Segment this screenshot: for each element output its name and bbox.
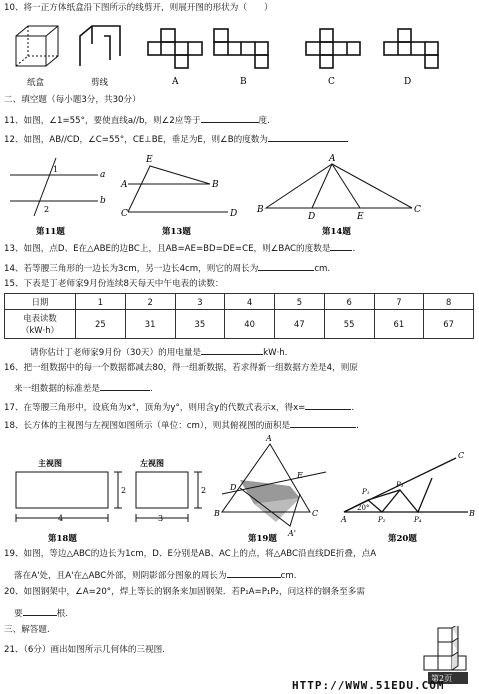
table-cell: 67 [424, 310, 474, 339]
f20-C: C [458, 451, 465, 460]
cap-18: 第18题 [48, 534, 77, 544]
q14: 14、若等腰三角形的一边长为3cm，另一边长4cm，则它的周长为 cm. [4, 261, 330, 275]
label-cut: 剪线 [91, 78, 109, 88]
q15-blank [201, 345, 263, 355]
q16a: 16、把一组数据中的每一个数据都减去80，得一组新数据，若求得新一组数据方差是4，则原 [4, 363, 358, 373]
cut-figure [80, 26, 120, 66]
dim-2b: 2 [201, 486, 207, 495]
q17: 17、在等腰三角形中，设底角为x°，顶角为y°，则用含y的代数式表示x，得x= . [4, 400, 354, 414]
table-cell: 25 [76, 310, 126, 339]
figs-11-13-14 [0, 150, 479, 240]
table-header-date: 日期 [5, 294, 76, 310]
table-cell: 40 [225, 310, 275, 339]
f20-P3: P₃ [396, 481, 404, 489]
table-cell: 31 [125, 310, 175, 339]
f20-B: B [469, 509, 475, 518]
table-cell: 4 [225, 294, 275, 310]
table-cell: 8 [424, 294, 474, 310]
q18-blank [290, 418, 356, 428]
label-a: A [172, 77, 179, 87]
section-2-heading: 二、填空题（每小题3分，共30分） [4, 95, 141, 105]
q20-blank [23, 606, 57, 616]
f11-1: 1 [53, 165, 59, 174]
section-3-heading: 三、解答题. [4, 625, 50, 635]
q14-blank [258, 261, 314, 271]
q15: 15、下表是丁老师家9月份连续8天每天中午电表的读数： [4, 279, 224, 289]
f11-b: b [100, 196, 106, 206]
table-cell: 55 [324, 310, 374, 339]
q20b: 要 根. [14, 606, 68, 620]
table-cell: 61 [374, 310, 424, 339]
fig-14 [266, 164, 412, 208]
meter-table [4, 293, 474, 339]
table-cell: 3 [175, 294, 225, 310]
q17-blank [305, 400, 351, 410]
cap-20: 第20题 [388, 534, 417, 544]
q20a: 20、如图钢架中，∠A=20°，焊上等长的钢条来加固钢架．若P₁A=P₁P₂，问这样的钢条至多需 [4, 587, 365, 597]
page-stamp-text: 第2页 [431, 674, 453, 683]
q16b: 来一组数据的标准差是 . [14, 381, 153, 395]
q10-text: 10、将一正方体纸盒沿下图所示的线剪开，则展开图的形状为（ ） [4, 3, 273, 13]
f19-A: A [266, 434, 272, 443]
q18: 18、长方体的主视图与左视图如图所示（单位：cm），则其俯视图的面积是 . [4, 418, 359, 432]
f19-D: D [230, 483, 237, 492]
net-c [306, 29, 360, 68]
f20-P2: P₂ [378, 516, 386, 524]
table-cell: 6 [324, 294, 374, 310]
q19b: 落在A'处，且A'在△ABC外部，则阴影部分图象的周长为 cm. [14, 568, 296, 582]
q16-blank [100, 381, 150, 391]
fig-18 [16, 472, 202, 522]
label-b: B [240, 77, 247, 87]
q19a: 19、如图，等边△ABC的边长为1cm，D、E分别是AB、AC上的点，将△ABC沿直线DE折叠，点A [4, 549, 377, 559]
table-cell: 5 [275, 294, 325, 310]
f13-E: E [146, 155, 153, 165]
main-view-label: 主视图 [38, 458, 62, 468]
f11-2: 2 [44, 205, 50, 214]
f19-E: E [297, 471, 303, 480]
f14-E: E [357, 212, 364, 222]
f13-D: D [230, 209, 238, 219]
f13-C: C [121, 209, 128, 219]
f14-D: D [308, 212, 316, 222]
label-c: C [328, 77, 335, 87]
label-d: D [404, 77, 412, 87]
net-a [148, 29, 202, 68]
f19-C: C [312, 509, 319, 518]
table-header-row [5, 294, 474, 310]
cube-stack-figure [418, 626, 476, 686]
f20-A: A [341, 515, 347, 524]
f11-a: a [100, 170, 106, 180]
footer-url: HTTP://WWW.51EDU.COM [292, 679, 445, 692]
label-box: 纸盒 [27, 78, 45, 88]
cap-13: 第13题 [162, 227, 191, 237]
f19-Aprime: A' [288, 529, 296, 538]
f13-B: B [212, 180, 219, 190]
dim-2a: 2 [121, 486, 127, 495]
q21: 21、（6分）画出如图所示几何体的三视图. [4, 645, 165, 655]
q12-blank [268, 132, 348, 142]
f20-P4: P₄ [414, 516, 422, 524]
q11-blank [201, 113, 259, 123]
net-d [384, 29, 438, 68]
left-view-label: 左视图 [140, 458, 164, 468]
dim-3: 3 [158, 514, 164, 523]
fig-19 [222, 444, 326, 526]
cap-14: 第14题 [322, 227, 351, 237]
table-cell: 2 [125, 294, 175, 310]
q19-blank [227, 568, 281, 578]
net-b [214, 29, 268, 68]
f20-P1: P₁ [362, 488, 370, 496]
table-cell: 35 [175, 310, 225, 339]
f20-angle: 20° [357, 504, 370, 512]
f14-B: B [257, 205, 264, 215]
q13-blank [330, 241, 352, 251]
dim-4: 4 [58, 514, 64, 523]
q13: 13、如图，点D、E在△ABE的边BC上，且AB=AE=BD=DE=CE，则∠BAC的度数是 . [4, 241, 355, 255]
f14-A: A [329, 154, 336, 164]
q15-answer: 请你估计丁老师家9月份（30天）的用电量是 kW·h. [30, 345, 287, 359]
cap-11: 第11题 [36, 227, 65, 237]
table-cell: 7 [374, 294, 424, 310]
table-reading-row [5, 310, 474, 339]
box-figure [16, 26, 58, 66]
q11: 11、如图，∠1=55°，要使直线a//b，则∠2应等于 度. [4, 113, 270, 127]
table-row-label: 电表读数 （kW·h） [5, 310, 76, 339]
q10-figures [0, 14, 479, 90]
figs-18-19-20 [0, 432, 479, 544]
cap-19: 第19题 [248, 534, 277, 544]
f19-B: B [214, 509, 220, 518]
table-cell: 1 [76, 294, 126, 310]
q12: 12、如图，AB//CD，∠C=55°，CE⊥BE，垂足为E，则∠B的度数为 [4, 132, 348, 146]
table-cell: 47 [275, 310, 325, 339]
f13-A: A [121, 180, 128, 190]
f14-C: C [414, 205, 421, 215]
